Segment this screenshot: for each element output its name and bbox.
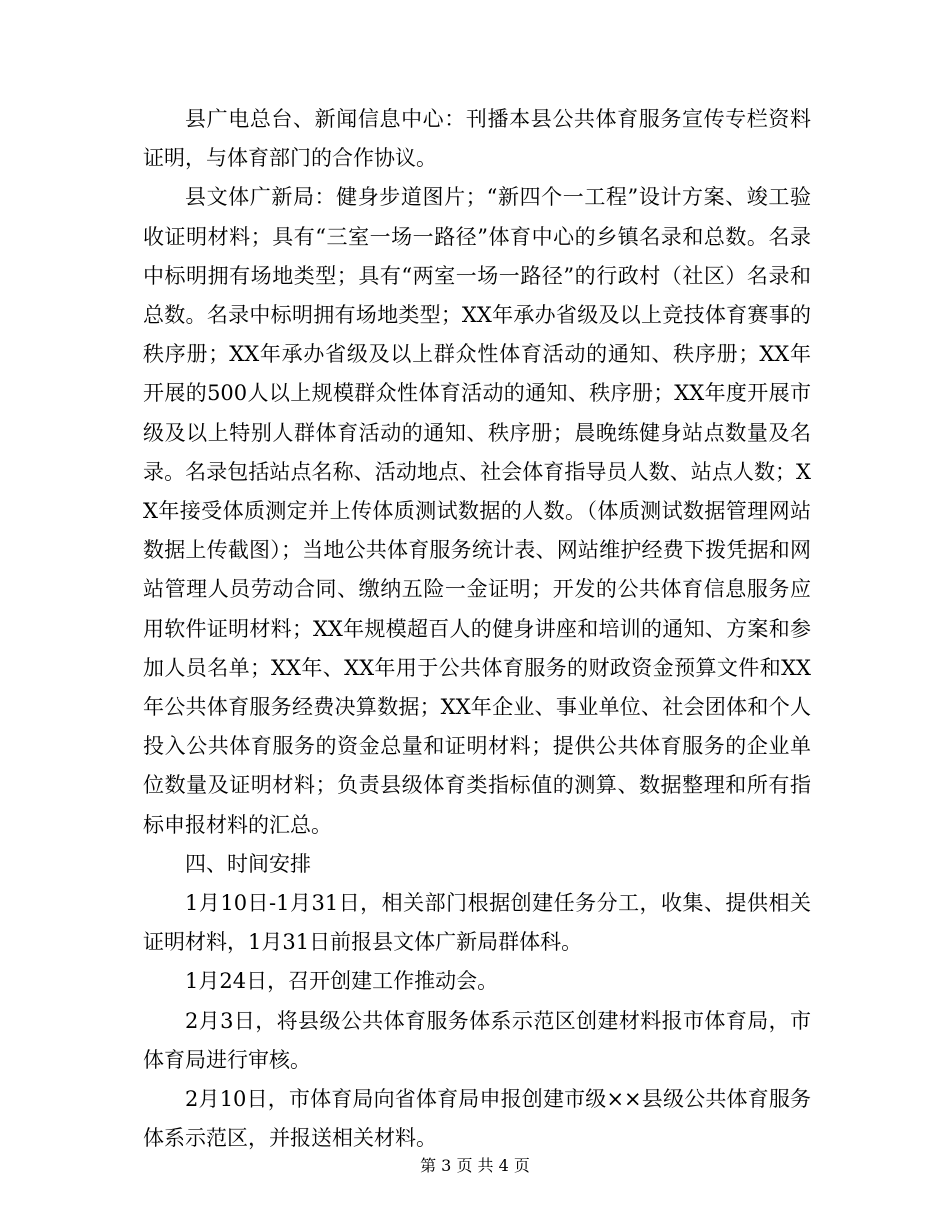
paragraph-media-center: 县广电总台、新闻信息中心：刊播本县公共体育服务宣传专栏资料证明，与体育部门的合作协议。 (143, 107, 811, 171)
page-footer: 第 3 页 共 4 页 (420, 1156, 530, 1175)
paragraph-schedule-feb3: 2月3日，将县级公共体育服务体系示范区创建材料报市体育局，市体育局进行审核。 (143, 1008, 811, 1072)
document-body (143, 100, 811, 1158)
paragraph-schedule-jan10: 1月10日-1月31日，相关部门根据创建任务分工，收集、提供相关证明材料，1月31日前报县文体广新局群体科。 (143, 891, 811, 955)
section-heading-schedule: 四、时间安排 (185, 851, 311, 876)
paragraph-culture-bureau: 县文体广新局：健身步道图片；“新四个一工程”设计方案、竣工验收证明材料；具有“三室一场一路径”体育中心的乡镇名录和总数。名录中标明拥有场地类型；具有“两室一场一路径”的行政村（社区）名录和总数。名录中标明拥有场地类型；XX年承办省级及以上竞技体育赛事的秩序册；XX年承办省级及以上群众性体育活动的通知、秩序册；XX年开展的500人以上规模群众性体育活动的通知、秩序册；XX年度开展市级及以上特别人群体育活动的通知、秩序册；晨晚练健身站点数量及名录。名录包括站点名称、活动地点、社会体育指导员人数、站点人数；XX年接受体质测定并上传体质测试数据的人数。（体质测试数据管理网站数据上传截图）；当地公共体育服务统计表、网站维护经费下拨凭据和网站管理人员劳动合同、缴纳五险一金证明；开发的公共体育信息服务应用软件证明材料；XX年规模超百人的健身讲座和培训的通知、方案和参加人员名单；XX年、XX年用于公共体育服务的财政资金预算文件和XX年公共体育服务经费决算数据；XX年企业、事业单位、社会团体和个人投入公共体育服务的资金总量和证明材料；提供公共体育服务的企业单位数量及证明材料；负责县级体育类指标值的测算、数据整理和所有指标申报材料的汇总。 (143, 185, 811, 837)
paragraph-schedule-jan24: 1月24日，召开创建工作推动会。 (185, 969, 499, 994)
paragraph-schedule-feb10: 2月10日，市体育局向省体育局申报创建市级××县级公共体育服务体系示范区，并报送相关材料。 (143, 1087, 811, 1151)
